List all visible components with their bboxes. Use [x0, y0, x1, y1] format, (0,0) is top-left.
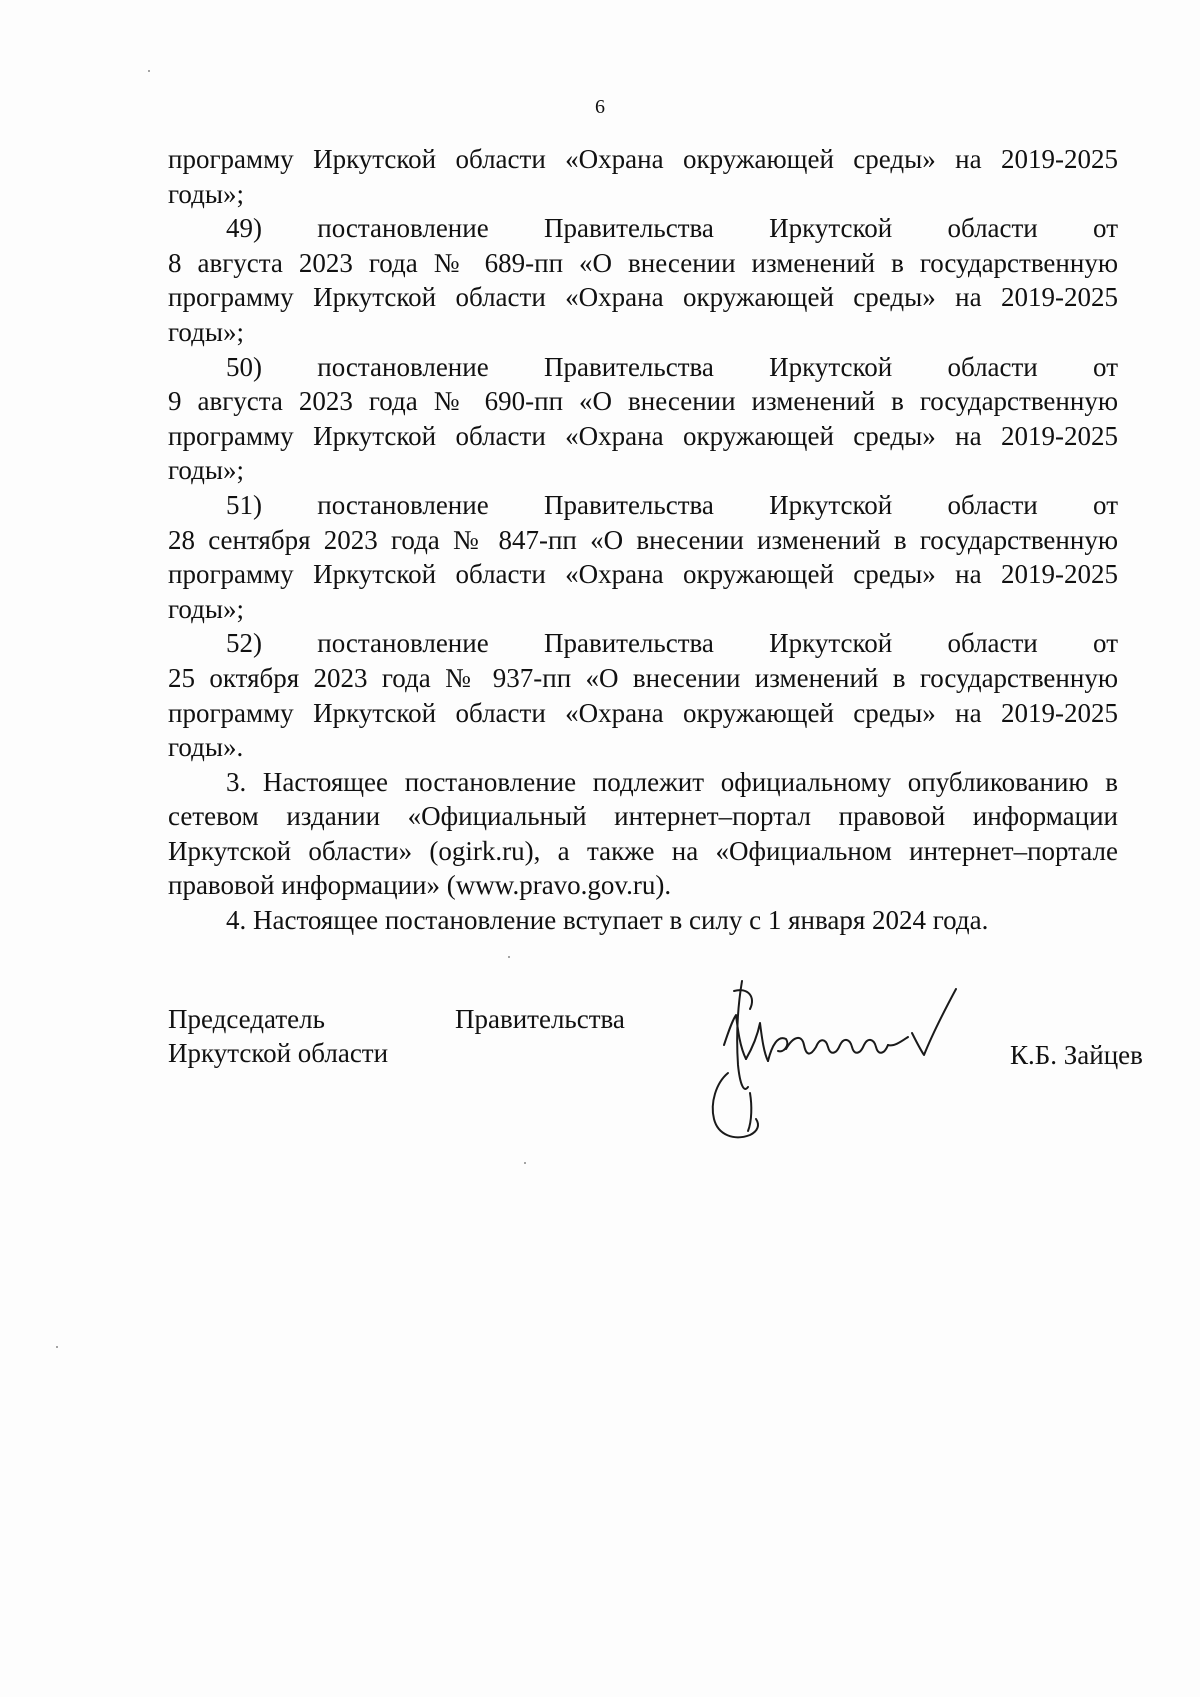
signatory-region: Иркутской области	[168, 1038, 389, 1068]
scan-speck	[524, 1162, 526, 1164]
scan-speck	[56, 1346, 58, 1348]
list-item-line: годы».	[168, 732, 244, 763]
list-item-line: годы»;	[168, 455, 245, 486]
signatory-title-continued: Правительства	[455, 1004, 625, 1034]
list-item-heading: 51) постановление Правительства Иркутской области от	[168, 488, 1118, 523]
list-item-line: 25 октября 2023 года № 937-пп «О внесении изменений в государственную	[168, 662, 1118, 693]
list-item-line: программу Иркутской области «Охрана окружающей среды» на 2019-2025	[168, 559, 1118, 590]
clause-3-line: Иркутской области» (ogirk.ru), а также на «Официальном интернет–портале	[168, 835, 1118, 866]
list-item-heading: 52) постановление Правительства Иркутской области от	[168, 626, 1118, 661]
item-number: 49)	[226, 213, 262, 244]
list-item-line: 8 августа 2023 года № 689-пп «О внесении изменений в государственную	[168, 247, 1118, 278]
clause-3-line: правовой информации» (www.pravo.gov.ru).	[168, 870, 672, 901]
list-item-line: программу Иркутской области «Охрана окружающей среды» на 2019-2025	[168, 282, 1118, 313]
signatory-name: К.Б. Зайцев	[1010, 1040, 1143, 1070]
list-item-line: 9 августа 2023 года № 690-пп «О внесении изменений в государственную	[168, 386, 1118, 417]
list-item-line: годы»;	[168, 593, 245, 624]
scan-speck	[148, 70, 150, 72]
clause-3-line: 3. Настоящее постановление подлежит официальному опубликованию в	[226, 766, 1118, 797]
list-item-heading: 50) постановление Правительства Иркутской области от	[168, 350, 1118, 385]
page-number: 6	[595, 96, 605, 118]
document-body	[168, 142, 1118, 938]
list-item-heading: 49) постановление Правительства Иркутской области от	[168, 211, 1118, 246]
list-item-line: программу Иркутской области «Охрана окружающей среды» на 2019-2025	[168, 697, 1118, 728]
continuation-line: программу Иркутской области «Охрана окружающей среды» на 2019-2025	[168, 144, 1118, 174]
scan-speck	[508, 956, 510, 958]
item-number: 52)	[226, 628, 262, 659]
item-number: 50)	[226, 351, 262, 382]
list-item-line: программу Иркутской области «Охрана окружающей среды» на 2019-2025	[168, 420, 1118, 451]
list-item-line: 28 сентября 2023 года № 847-пп «О внесении изменений в государственную	[168, 524, 1118, 555]
continuation-line: годы»;	[168, 178, 245, 209]
list-item-line: годы»;	[168, 316, 245, 347]
item-number: 51)	[226, 489, 262, 520]
clause-3-line: сетевом издании «Официальный интернет–портал правовой информации	[168, 801, 1118, 832]
signatory-title: Председатель	[168, 1004, 325, 1034]
clause-4: 4. Настоящее постановление вступает в силу с 1 января 2024 года.	[226, 905, 989, 936]
handwritten-signature	[698, 975, 978, 1145]
